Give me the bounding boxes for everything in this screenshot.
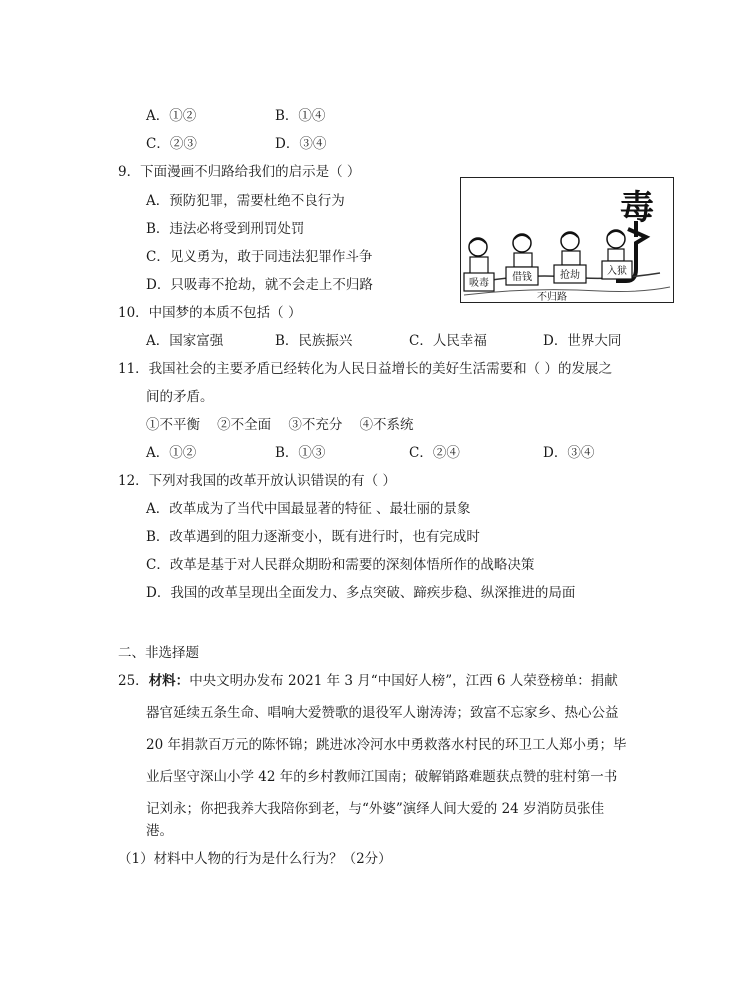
q10-option-b: B．民族振兴 (275, 333, 353, 349)
section2-title: 二、非选择题 (118, 645, 199, 661)
q25-line1-wrap (118, 671, 618, 691)
q11-items: ①不平衡 ②不全面 ③不充分 ④不系统 (146, 417, 414, 433)
q8-option-d: D．③④ (275, 136, 327, 152)
q10-option-a: A．国家富强 (146, 333, 224, 349)
cartoon-image (460, 177, 674, 303)
q10-option-d: D．世界大同 (543, 333, 622, 349)
q10-option-c: C．人民幸福 (409, 333, 487, 349)
q12-option-c: C．改革是基于对人民群众期盼和需要的深刻体悟所作的战略决策 (146, 557, 535, 573)
q8-option-b: B．①④ (275, 108, 326, 124)
cartoon-sign-1: 吸毒 (469, 278, 489, 289)
q25-number: 25． (118, 673, 149, 689)
q12-option-d: D．我国的改革呈现出全面发力、多点突破、蹄疾步稳、纵深推进的局面 (146, 585, 576, 601)
q9-option-a: A．预防犯罪，需要杜绝不良行为 (146, 193, 345, 209)
q25-subquestion-1: （1）材料中人物的行为是什么行为？（2分） (118, 851, 392, 867)
q12-option-a: A．改革成为了当代中国最显著的特征 、最壮丽的景象 (146, 501, 471, 517)
q11-option-c: C．②④ (409, 445, 460, 461)
q9-option-c: C．见义勇为，敢于同违法犯罪作斗争 (146, 249, 373, 265)
q25-material-label: 材料： (148, 673, 190, 689)
cartoon-figure-4 (607, 230, 625, 261)
cartoon-figure-1 (469, 238, 488, 275)
q10-stem: 10．中国梦的本质不包括（ ） (118, 305, 302, 321)
q12-option-b: B．改革遇到的阻力逐渐变小，既有进行时，也有完成时 (146, 529, 480, 545)
q25-line5: 记刘永；你把我养大我陪你到老，与“外婆”演绎人间大爱的 24 岁消防员张佳 (146, 801, 605, 817)
q11-stem-line1: 11．我国社会的主要矛盾已经转化为人民日益增长的美好生活需要和（ ）的发展之 (118, 361, 612, 377)
q8-option-a: A．①② (146, 108, 197, 124)
q25-line3: 20 年捐款百万元的陈怀锦；跳进冰冷河水中勇救落水村民的环卫工人郑小勇；毕 (146, 737, 627, 753)
cartoon-big-char: 毒 (620, 188, 654, 228)
q9-option-d: D．只吸毒不抢劫，就不会走上不归路 (146, 277, 373, 293)
q11-stem-line2: 间的矛盾。 (146, 389, 214, 405)
cartoon-caption: 不归路 (537, 292, 567, 303)
q25-line6: 港。 (146, 823, 173, 839)
q9-option-b: B．违法必将受到刑罚处罚 (146, 221, 305, 237)
cartoon-sign-3: 抢劫 (560, 270, 580, 281)
q8-option-c: C．②③ (146, 136, 197, 152)
q11-option-d: D．③④ (543, 445, 595, 461)
q25-line2: 器官延续五条生命、唱响大爱赞歌的退役军人谢涛涛；致富不忘家乡、热心公益 (146, 705, 619, 721)
q11-option-b: B．①③ (275, 445, 326, 461)
q11-option-a: A．①② (146, 445, 197, 461)
q12-stem: 12．下列对我国的改革开放认识错误的有（ ） (118, 473, 396, 489)
q25-line4: 业后坚守深山小学 42 年的乡村教师江国南；破解销路难题获点赞的驻村第一书 (146, 769, 618, 785)
cartoon-sign-4: 入狱 (607, 266, 627, 277)
cartoon-sign-2: 借钱 (512, 272, 532, 283)
q25-line1: 中央文明办发布 2021 年 3 月“中国好人榜”，江西 6 人荣登榜单：捐献 (189, 673, 618, 689)
q9-stem: 9．下面漫画不归路给我们的启示是（ ） (118, 164, 361, 180)
